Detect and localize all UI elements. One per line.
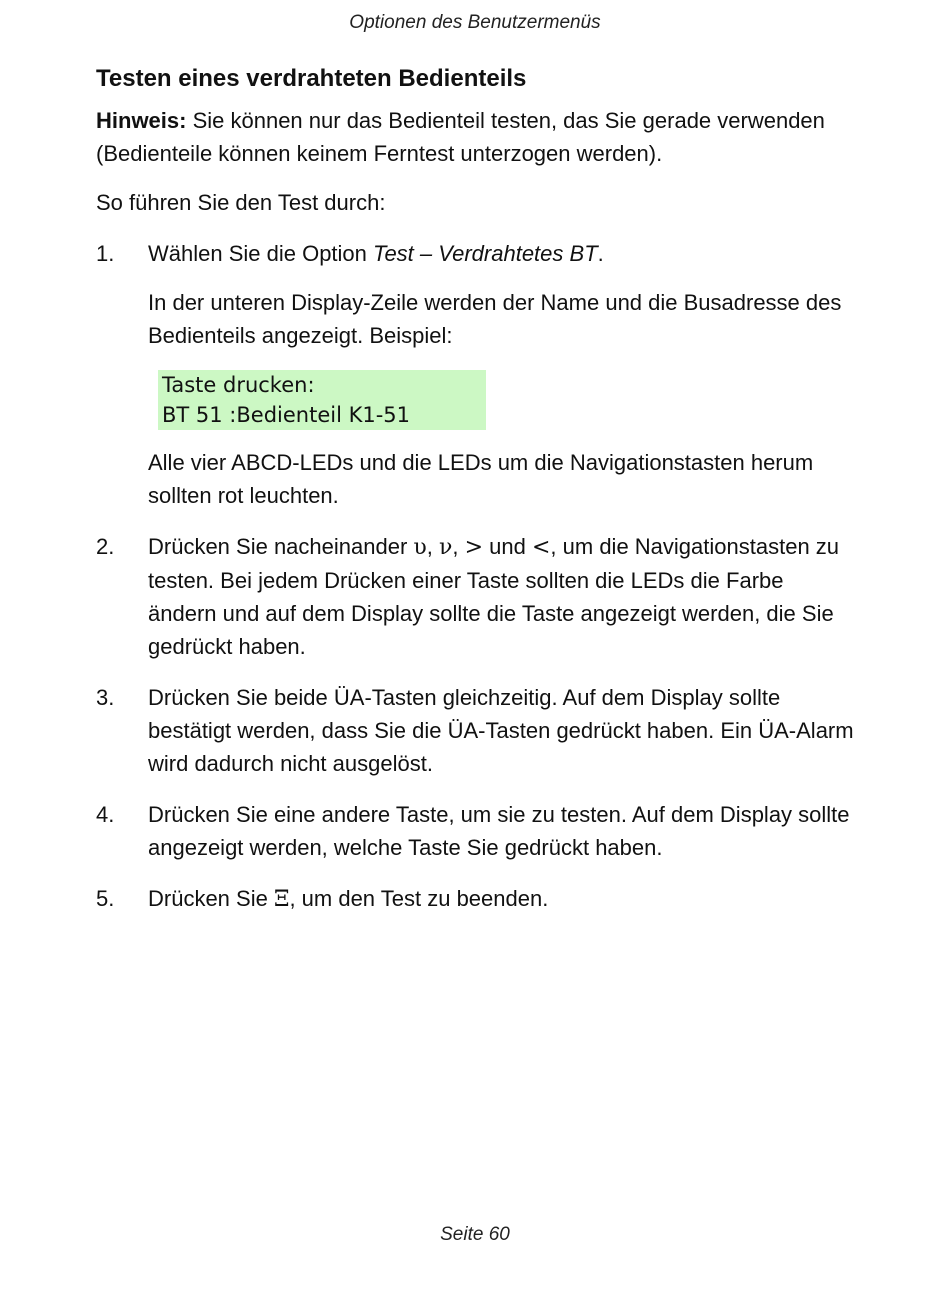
up-arrow-key-icon: υ [413, 535, 427, 560]
step-1-led-info: Alle vier ABCD-LEDs und die LEDs um die Navigationstasten herum sollten rot leuchten. [148, 450, 814, 508]
step-4 [96, 798, 856, 864]
step-number: 5. [96, 886, 115, 911]
step-3-text: Drücken Sie beide ÜA-Tasten gleichzeitig. Auf dem Display sollte bestätigt werden, dass Sie die ÜA-Tasten gedrückt haben. Ein ÜA-Alarm wird dadurch nicht ausgelöst. [148, 685, 854, 776]
left-arrow-key-icon: < [531, 535, 551, 560]
step-4-text: Drücken Sie eine andere Taste, um sie zu testen. Auf dem Display sollte angezeigt werden, welche Taste Sie gedrückt haben. [148, 802, 850, 860]
right-arrow-key-icon: > [464, 535, 484, 560]
note-text: Sie können nur das Bedienteil testen, das Sie gerade verwenden (Bedienteile können keinem Ferntest unterzogen werden). [96, 108, 825, 166]
note-paragraph [96, 104, 856, 170]
step-number: 2. [96, 534, 115, 559]
step-number: 4. [96, 802, 115, 827]
down-arrow-key-icon: ν [439, 535, 453, 560]
lcd-display-example [158, 370, 486, 430]
steps-list [96, 237, 856, 916]
page-content [96, 62, 856, 934]
step-1-text: Wählen Sie die Option Test – Verdrahtetes BT. [148, 241, 604, 266]
page-number: Seite 60 [440, 1224, 510, 1245]
step-number: 1. [96, 241, 115, 266]
step-3 [96, 681, 856, 780]
note-label: Hinweis: [96, 108, 187, 133]
menu-key-icon: Ξ [273, 887, 290, 912]
step-2 [96, 530, 856, 663]
step-number: 3. [96, 685, 115, 710]
step-5 [96, 882, 856, 916]
step-1 [96, 237, 856, 512]
running-header: Optionen des Benutzermenüs [349, 12, 601, 33]
lcd-line-2: BT 51 :Bedienteil K1-51 [162, 403, 411, 427]
step-1-display-info: In der unteren Display-Zeile werden der Name und die Busadresse des Bedienteils angezeigt. Beispiel: [148, 290, 842, 348]
step-2-text: Drücken Sie nacheinander υ, ν, > und <, um die Navigationstasten zu testen. Bei jedem Drücken einer Taste sollten die LEDs die Farbe ändern und auf dem Display sollte die Taste angezeigt werden, die Sie gedrückt haben. [148, 534, 840, 659]
lcd-line-1: Taste drucken: [162, 373, 315, 397]
menu-option-name: Test – Verdrahtetes BT [373, 241, 598, 266]
step-5-text: Drücken Sie Ξ, um den Test zu beenden. [148, 886, 549, 912]
section-title: Testen eines verdrahteten Bedienteils [96, 65, 527, 92]
intro-text: So führen Sie den Test durch: [96, 190, 386, 215]
